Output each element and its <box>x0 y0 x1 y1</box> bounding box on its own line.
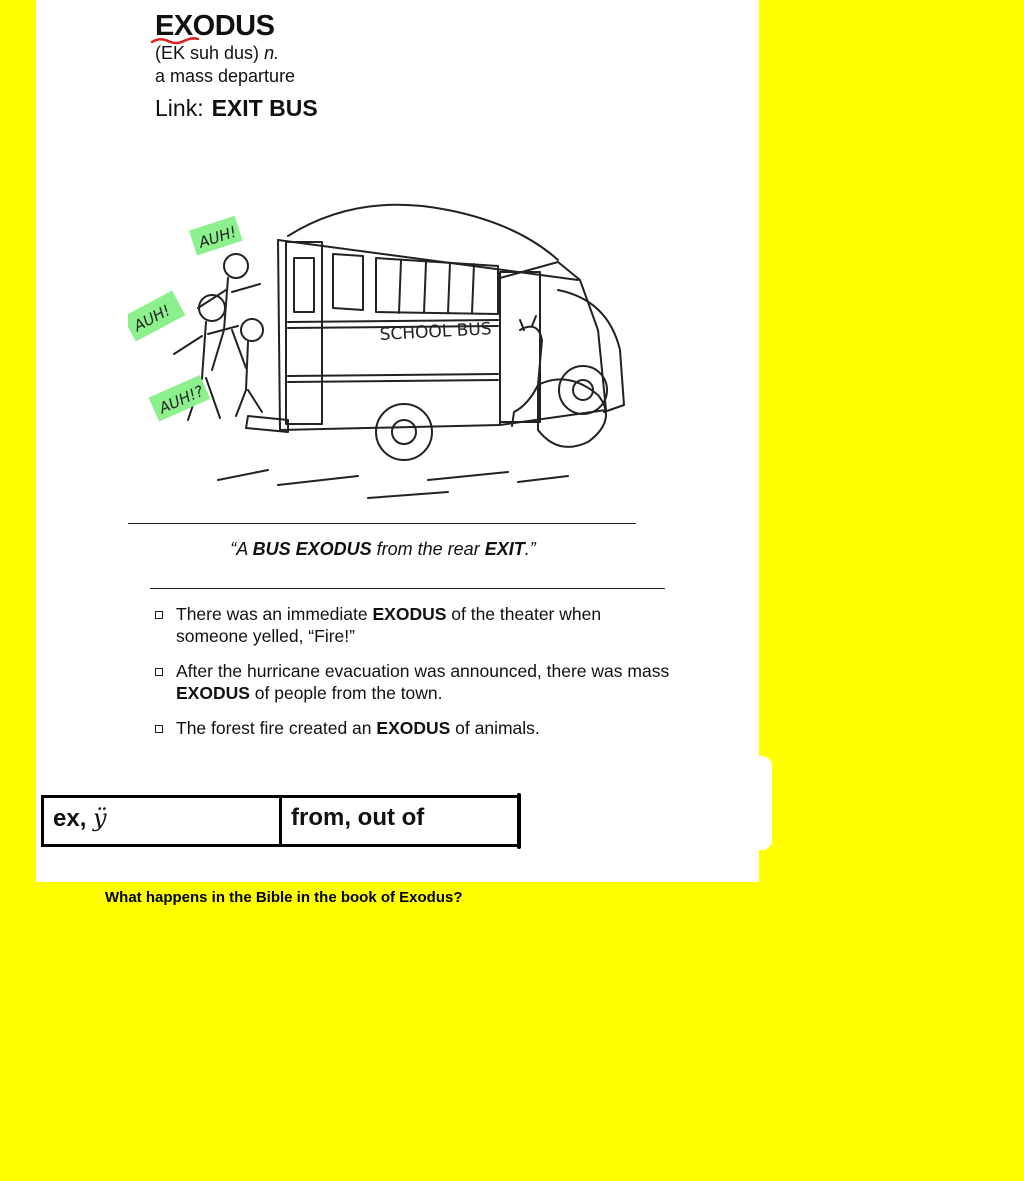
svg-text:AUH!: AUH! <box>196 222 239 252</box>
caption-divider-top <box>128 523 636 524</box>
root-table <box>41 795 521 847</box>
shout-2 <box>128 290 185 341</box>
root-cell: ex, ÿ <box>44 798 282 844</box>
vocabulary-word: EXODUS <box>155 10 275 42</box>
bus-sign: SCHOOL BUS <box>379 319 493 345</box>
table-right-border <box>517 793 521 849</box>
svg-text:AUH!: AUH! <box>130 301 174 336</box>
bullet-box-icon <box>155 611 163 619</box>
svg-text:AUH!?: AUH!? <box>156 381 207 418</box>
example-sentence: After the hurricane evacuation was announced, there was mass EXODUS of people from the town. <box>152 661 672 704</box>
example-sentence: There was an immediate EXODUS of the theater when someone yelled, “Fire!” <box>152 604 672 647</box>
white-patch <box>520 756 772 850</box>
bullet-box-icon <box>155 725 163 733</box>
shout-3 <box>149 375 211 422</box>
example-sentence: The forest fire created an EXODUS of animals. <box>152 718 672 740</box>
school-bus-cartoon <box>128 180 640 516</box>
example-sentences <box>152 604 672 754</box>
caption-divider-bottom <box>150 588 665 589</box>
cartoon-caption: “A BUS EXODUS from the rear EXIT.” <box>230 539 536 559</box>
bullet-box-icon <box>155 668 163 676</box>
link-line: Link: EXIT BUS <box>155 95 318 121</box>
pronunciation: (EK suh dus) n. <box>155 43 280 63</box>
meaning-cell: from, out of <box>291 804 425 831</box>
discussion-question: What happens in the Bible in the book of Exodus? <box>105 889 463 906</box>
definition: a mass departure <box>155 66 296 86</box>
shout-1 <box>189 216 243 256</box>
